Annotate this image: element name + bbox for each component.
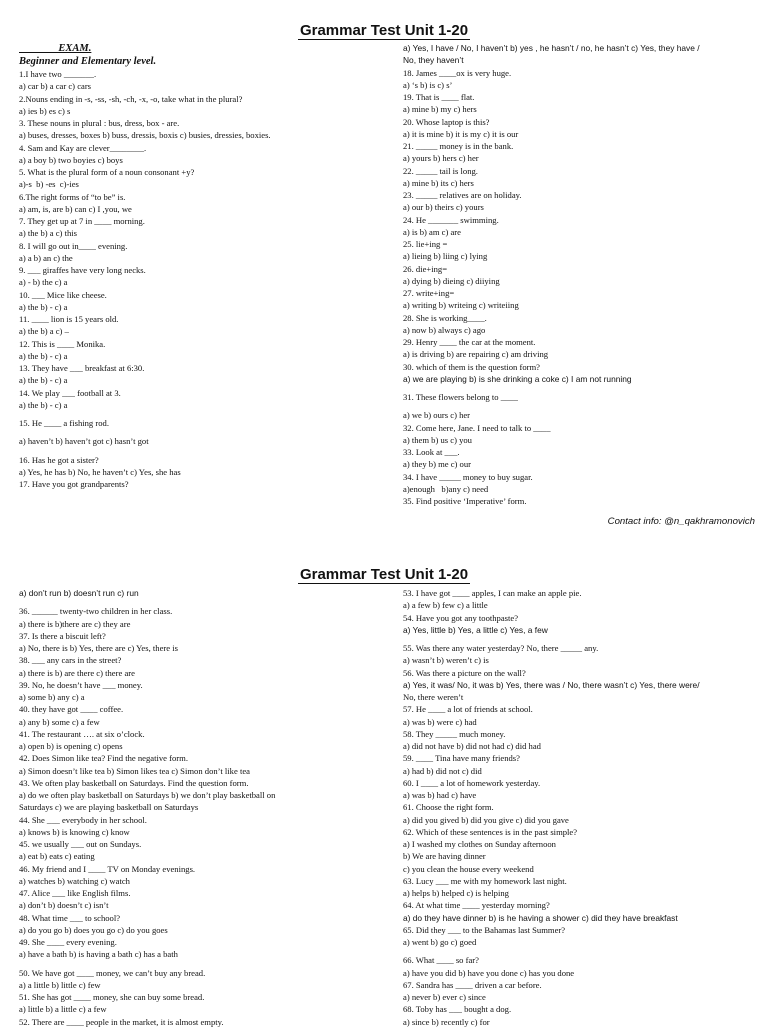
- question-line: 40. they have got ____ coffee.: [19, 704, 124, 715]
- page-2-left-questions: [19, 587, 389, 1028]
- answer-line: a) our b) theirs c) yours: [403, 202, 484, 213]
- question-line: 48. What time ___ to school?: [19, 912, 121, 923]
- question-line: 62. Which of these sentences is in the past simple?: [403, 826, 578, 837]
- answer-line: a) now b) always c) ago: [403, 324, 486, 335]
- question-line: 22. _____ tail is long.: [403, 165, 478, 176]
- question-line: 57. He ____ a lot of friends at school.: [403, 704, 533, 715]
- question-line: 65. Did they ___ to the Bahamas last Summer?: [403, 924, 566, 935]
- question-line: 25. lie+ing =: [403, 239, 448, 249]
- answer-line: a) Yes, he has b) No, he haven’t c) Yes, she has: [19, 466, 181, 477]
- answer-line: a) a little b) little c) few: [19, 979, 101, 990]
- question-line: 2.Nouns ending in -s, -ss, -sh, -ch, -x, -o, take what in the plural?: [19, 93, 243, 104]
- answer-line: a) dying b) dieing c) diiying: [403, 275, 500, 286]
- page-1-right-column: [403, 42, 753, 507]
- question-line: 18. James ____ox is very huge.: [403, 67, 512, 78]
- answer-line: a) mine b) its c) hers: [403, 177, 474, 188]
- answer-line: a) buses, dresses, boxes b) buss, dressis, boxis c) busies, dressies, boxies.: [19, 130, 271, 141]
- answer-line: a) mine b) my c) hers: [403, 104, 477, 115]
- answer-line: a) am, is, are b) can c) I ,you, we: [19, 203, 132, 214]
- question-line: 17. Have you got grandparents?: [19, 479, 129, 489]
- answer-line: a) was b) had c) have: [403, 790, 477, 800]
- question-line: 52. There are ____ people in the market, it is almost empty.: [19, 1016, 224, 1027]
- answer-line: a) Yes, little b) Yes, a little c) Yes, a few: [403, 624, 548, 635]
- answer-line: a) went b) go c) goed: [403, 937, 477, 947]
- answer-line: No, they haven’t: [403, 55, 464, 66]
- question-line: 55. Was there any water yesterday? No, there _____ any.: [403, 643, 599, 653]
- question-line: 12. This is ____ Monika.: [19, 338, 106, 349]
- question-line: 50. We have got ____ money, we can’t buy any bread.: [19, 967, 206, 978]
- question-line: 29. Henry ____ the car at the moment.: [403, 337, 536, 347]
- question-line: 14. We play ___ football at 3.: [19, 387, 121, 398]
- question-line: 56. Was there a picture on the wall?: [403, 667, 526, 678]
- answer-line: a) Yes, I have / No, I haven’t b) yes , he hasn’t / no, he hasn’t c) Yes, they have /: [403, 43, 700, 53]
- answer-line: a) little b) a little c) a few: [19, 1004, 107, 1015]
- answer-line: a) there is b) are there c) there are: [19, 667, 135, 678]
- question-line: 43. We often play basketball on Saturdays. Find the question form.: [19, 777, 249, 788]
- answer-line: a) have you did b) have you done c) has you done: [403, 967, 575, 978]
- question-line: 1.I have two _______.: [19, 69, 97, 79]
- question-line: 68. Toby has ___ bought a dog.: [403, 1004, 512, 1015]
- answer-line: a) the b) a c) this: [19, 228, 77, 239]
- answer-line: a) Simon doesn’t like tea b) Simon likes tea c) Simon don’t like tea: [19, 765, 250, 776]
- question-line: 41. The restaurant …. at six o’clock.: [19, 728, 145, 739]
- answer-line: a) do we often play basketball on Saturdays b) we don’t play basketball on: [19, 790, 276, 800]
- question-line: 49. She ____ every evening.: [19, 937, 117, 947]
- question-line: 5. What is the plural form of a noun consonant +y?: [19, 167, 195, 177]
- answer-line: a) Yes, it was/ No, it was b) Yes, there was / No, there wasn’t c) Yes, there were/: [403, 679, 700, 690]
- answer-line: a) ies b) es c) s: [19, 105, 71, 116]
- question-line: 7. They get up at 7 in ____ morning.: [19, 216, 145, 226]
- answer-line: c) you clean the house every weekend: [403, 863, 534, 874]
- answer-line: a) the b) a c) –: [19, 326, 69, 337]
- answer-line: a)-s b) -es c)-ies: [19, 179, 79, 190]
- question-line: 16. Has he got a sister?: [19, 454, 99, 465]
- answer-line: a) wasn’t b) weren’t c) is: [403, 655, 489, 666]
- answer-line: a) knows b) is knowing c) know: [19, 826, 130, 837]
- question-line: 4. Sam and Kay are clever________.: [19, 142, 147, 153]
- answer-line: a) we are playing b) is she drinking a coke c) I am not running: [403, 373, 632, 384]
- answer-line: a) was b) were c) had: [403, 716, 477, 727]
- question-line: 66. What ____ so far?: [403, 955, 479, 966]
- question-line: 36. ______ twenty-two children in her class.: [19, 606, 173, 617]
- answer-line: a) it is mine b) it is my c) it is our: [403, 128, 519, 139]
- answer-line: a) had b) did not c) did: [403, 765, 482, 776]
- answer-line: a) do they have dinner b) is he having a shower c) did they have breakfast: [403, 912, 678, 923]
- contact-info: Contact info: @n_qakhramonovich: [607, 516, 755, 527]
- answer-line: b) We are having dinner: [403, 851, 486, 862]
- answer-line: a)enough b)any c) need: [403, 483, 489, 494]
- answer-line: a) ‘s b) is c) s’: [403, 79, 453, 90]
- question-line: 15. He ____ a fishing rod.: [19, 418, 109, 428]
- question-line: 6.The right forms of “to be” is.: [19, 191, 126, 202]
- question-line: 31. These flowers belong to ____: [403, 392, 518, 402]
- question-line: 21. _____ money is in the bank.: [403, 141, 514, 151]
- answer-line: a) writing b) writeing c) writeiing: [403, 300, 519, 311]
- answer-line: a) helps b) helped c) is helping: [403, 888, 509, 898]
- question-line: 46. My friend and I ____ TV on Monday evenings.: [19, 863, 196, 874]
- question-line: 19. That is ____ flat.: [403, 92, 475, 102]
- question-line: 26. die+ing=: [403, 263, 448, 274]
- page-1-left-column: [19, 42, 389, 490]
- answer-line: a) open b) is opening c) opens: [19, 741, 123, 751]
- answer-line: a) them b) us c) you: [403, 434, 472, 445]
- answer-line: a) don’t b) doesn’t c) isn’t: [19, 900, 109, 911]
- answer-line: a) there is b)there are c) they are: [19, 618, 131, 629]
- answer-line: a) any b) some c) a few: [19, 716, 100, 727]
- answer-line: a) do you go b) does you go c) do you goes: [19, 924, 168, 935]
- question-line: 3. These nouns in plural : bus, dress, box - are.: [19, 118, 180, 128]
- answer-line: a) the b) - c) a: [19, 399, 68, 410]
- answer-line: a) is b) am c) are: [403, 226, 461, 237]
- page-2-title-text: Grammar Test Unit 1-20: [299, 566, 469, 583]
- page-1-left-questions: [19, 68, 389, 490]
- question-line: 38. ___ any cars in the street?: [19, 655, 122, 666]
- question-line: 20. Whose laptop is this?: [403, 116, 490, 127]
- answer-line: a) a boy b) two boyies c) boys: [19, 154, 123, 165]
- page-1-title-text: Grammar Test Unit 1-20: [299, 22, 469, 39]
- question-line: 23. _____ relatives are on holiday.: [403, 190, 522, 200]
- answer-line: a) since b) recently c) for: [403, 1016, 490, 1027]
- question-line: 53. I have got ____ apples, I can make an apple pie.: [403, 588, 582, 598]
- question-line: 8. I will go out in____ evening.: [19, 240, 128, 251]
- answer-line: a) No, there is b) Yes, there are c) Yes, there is: [19, 643, 178, 653]
- question-line: 27. write+ing=: [403, 288, 455, 298]
- question-line: 63. Lucy ___ me with my homework last night.: [403, 875, 567, 886]
- question-line: 44. She ___ everybody in her school.: [19, 814, 147, 825]
- page-1-right-questions: [403, 42, 753, 507]
- question-line: 45. we usually ___ out on Sundays.: [19, 839, 142, 849]
- answer-line: a) never b) ever c) since: [403, 992, 486, 1002]
- question-line: 58. They _____ much money.: [403, 728, 506, 739]
- question-line: 39. No, he doesn’t have ___ money.: [19, 679, 143, 690]
- question-line: 64. At what time ____ yesterday morning?: [403, 900, 550, 911]
- question-line: 59. ____ Tina have many friends?: [403, 753, 520, 764]
- question-line: 37. Is there a biscuit left?: [19, 630, 106, 641]
- answer-line: a) the b) - c) a: [19, 350, 68, 361]
- question-line: 51. She has got ____ money, she can buy some bread.: [19, 992, 205, 1002]
- question-line: 30. which of them is the question form?: [403, 361, 540, 372]
- answer-line: a) haven’t b) haven’t got c) hasn’t got: [19, 436, 149, 447]
- question-line: 10. ___ Mice like cheese.: [19, 289, 107, 300]
- question-line: 67. Sandra has ____ driven a car before.: [403, 979, 542, 990]
- answer-line: a) I washed my clothes on Sunday afternoon: [403, 839, 556, 849]
- page-2-right-column: [403, 587, 753, 1028]
- page-2-right-questions: [403, 587, 753, 1028]
- answer-line: No, there weren’t: [403, 692, 464, 702]
- answer-line: a) car b) a car c) cars: [19, 81, 92, 92]
- answer-line: a) some b) any c) a: [19, 692, 85, 702]
- level-heading: Beginner and Elementary level.: [19, 56, 157, 67]
- answer-line: Saturdays c) we are playing basketball on Saturdays: [19, 802, 199, 813]
- page-2-title: [0, 566, 768, 584]
- answer-line: a) - b) the c) a: [19, 277, 68, 288]
- answer-line: a) a b) an c) the: [19, 252, 73, 263]
- answer-line: a) lieing b) liing c) lying: [403, 251, 488, 262]
- answer-line: a) don’t run b) doesn’t run c) run: [19, 588, 139, 598]
- answer-line: a) they b) me c) our: [403, 459, 472, 470]
- answer-line: a) the b) - c) a: [19, 301, 68, 312]
- question-line: 60. I ____ a lot of homework yesterday.: [403, 777, 541, 788]
- exam-heading: EXAM.: [19, 43, 92, 54]
- answer-line: a) watches b) watching c) watch: [19, 875, 130, 886]
- question-line: 9. ___ giraffes have very long necks.: [19, 265, 146, 275]
- answer-line: a) we b) ours c) her: [403, 410, 471, 421]
- answer-line: a) have a bath b) is having a bath c) has a bath: [19, 949, 178, 960]
- question-line: 61. Choose the right form.: [403, 802, 494, 813]
- answer-line: a) a few b) few c) a little: [403, 600, 488, 611]
- question-line: 11. ____ lion is 15 years old.: [19, 314, 119, 324]
- page-2-left-column: [19, 587, 389, 1028]
- question-line: 13. They have ___ breakfast at 6:30.: [19, 363, 145, 373]
- answer-line: a) did not have b) did not had c) did had: [403, 741, 541, 751]
- answer-line: a) yours b) hers c) her: [403, 153, 479, 164]
- question-line: 24. He _______ swimming.: [403, 214, 499, 225]
- question-line: 42. Does Simon like tea? Find the negative form.: [19, 753, 188, 764]
- page-2: [0, 560, 768, 1027]
- question-line: 34. I have _____ money to buy sugar.: [403, 471, 533, 482]
- answer-line: a) eat b) eats c) eating: [19, 851, 95, 862]
- page-1-title: [0, 22, 768, 40]
- question-line: 32. Come here, Jane. I need to talk to ____: [403, 422, 551, 433]
- answer-line: a) is driving b) are repairing c) am driving: [403, 349, 549, 360]
- question-line: 47. Alice ___ like English films.: [19, 888, 131, 898]
- question-line: 33. Look at ___.: [403, 447, 460, 457]
- answer-line: a) the b) - c) a: [19, 375, 68, 386]
- question-line: 35. Find positive ‘Imperative’ form.: [403, 496, 527, 506]
- question-line: 54. Have you got any toothpaste?: [403, 612, 519, 623]
- answer-line: a) did you gived b) did you give c) did you gave: [403, 814, 569, 825]
- question-line: 28. She is working____.: [403, 312, 487, 323]
